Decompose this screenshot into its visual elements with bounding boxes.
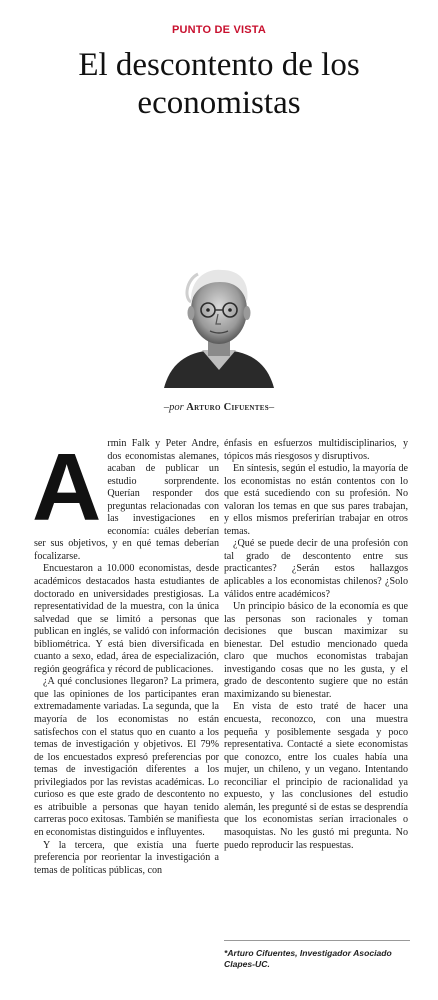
byline-prefix: –por <box>163 402 184 413</box>
author-portrait <box>154 258 284 388</box>
article-column-left <box>32 434 219 877</box>
paragraph: rmin Falk y Peter Andre, dos economistas alemanes, acaban de publicar un estudio sorprendente. Querían responder dos preguntas relacionadas con las investigaciones en economía: cuáles deberían ser sus objetivos, y en qué temas deberían focalizarse. <box>34 438 219 562</box>
footnote-divider <box>224 940 410 941</box>
paragraph: En vista de esto traté de hacer una encuesta, reconozco, con una muestra pequeña y posiblemente sesgada y poco representativa. Contacté a siete economistas que conozco, entre los cuales había una mujer, un chileno, y un vegano. Intentando reconciliar el principio de racionalidad ya expuesto, y las conclusiones del estudio alemán, les pregunté si de estas se desprendía que los economistas serían irracionales o masoquistas. No les gustó mi pregunta. No puedo reproducir las respuestas. <box>224 701 408 851</box>
drop-cap: A <box>32 434 102 541</box>
section-label: PUNTO DE VISTA <box>171 24 267 36</box>
author-footnote: *Arturo Cifuentes, Investigador Asociado Clapes-UC. <box>224 948 392 969</box>
paragraph: En síntesis, según el estudio, la mayoría de los economistas no están contentos con lo que está sucediendo con su profesión. No valoran los temas en que sus pares trabajan, y ellos mismos preferirían trabajar en otros temas. <box>224 463 408 537</box>
paragraph: ¿A qué conclusiones llegaron? La primera, que las opiniones de los participantes eran extremadamente variadas. La segunda, que la mayoría de los economistas no están satisfechos con el status quo en cuanto a los temas de investigación y objetivos. El 79% de los encuestados expresó preferencias por temas de investigación diferentes a los privilegiados por las revistas académicas. Lo curioso es que este grado de descontento no es atribuible a personas que hayan tenido carreras poco exitosas. También se manifiesta en economistas distinguidos e influyentes. <box>34 676 219 838</box>
byline <box>0 402 438 413</box>
paragraph: ¿Qué se puede decir de una profesión con tal grado de descontento entre sus practicantes? ¿Serán estos hallazgos aplicables a los economistas chilenos? ¿Solo válidos entre académicos? <box>224 538 408 600</box>
paragraph: Y la tercera, que existía una fuerte preferencia por reorientar la investigación a temas de políticas públicas, con <box>34 839 219 876</box>
paragraph: Un principio básico de la economía es que las personas son racionales y toman decisiones que buscan maximizar su bienestar. Del estudio mencionado queda claro que muchos economistas trabajan investigando cosas que no les gusta, y el grado de descontento sugiere que no están maximizando su bienestar. <box>224 601 408 700</box>
paragraph: Encuestaron a 10.000 economistas, desde académicos destacados hasta estudiantes de doctorado en universidades prestigiosas. La representatividad de la muestra, con la única salvedad que se limitó a personas que publican en inglés, se validó con información bibliométrica. Y está bien diversificada en cuanto a sexo, edad, área de especialización, región geográfica y récord de publicaciones. <box>34 563 219 675</box>
author-name: Arturo Cifuentes <box>186 402 269 413</box>
paragraph: énfasis en esfuerzos multidisciplinarios, y tópicos más riesgosos y disruptivos. <box>224 438 408 462</box>
byline-suffix: – <box>268 402 275 413</box>
article-column-right <box>224 438 408 852</box>
article-title: El descontento de los economistas <box>78 47 360 121</box>
